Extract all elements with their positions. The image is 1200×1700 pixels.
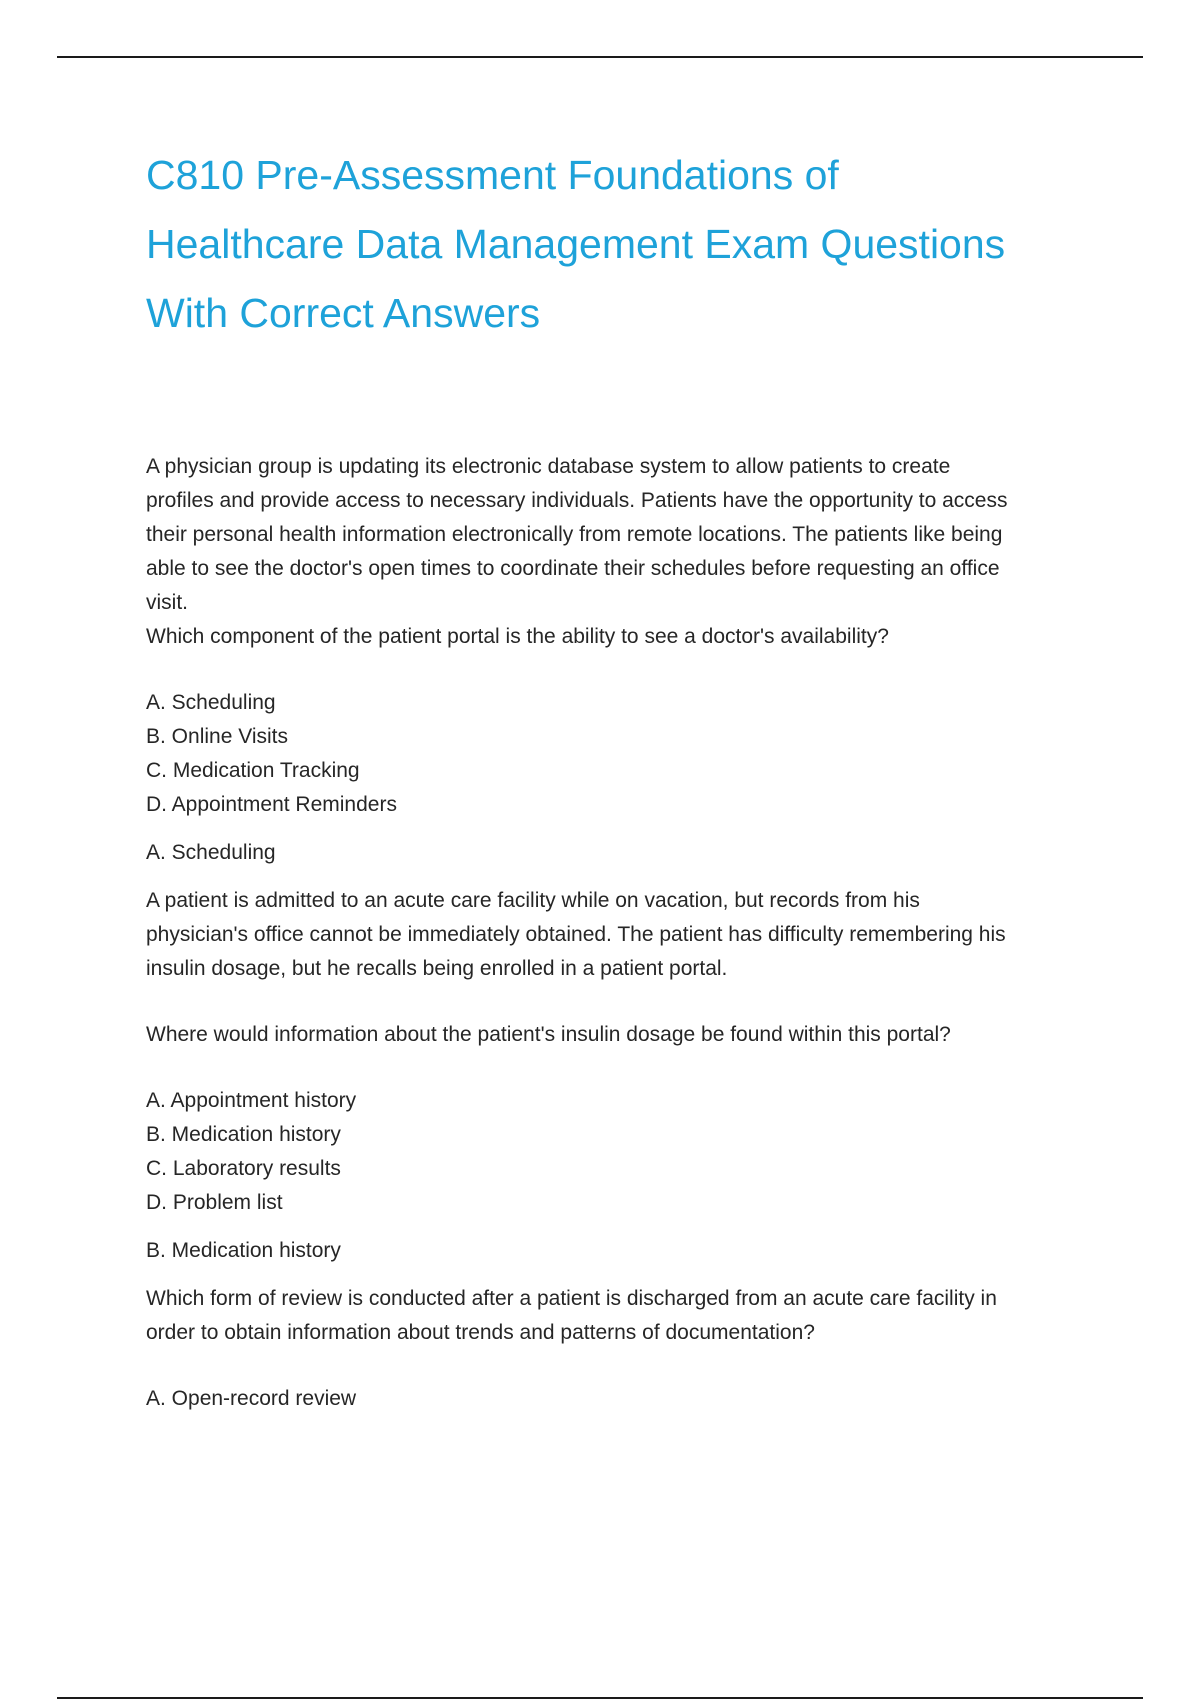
title-line: C810 Pre-Assessment Foundations of (146, 152, 839, 198)
question-line: profiles and provide access to necessary individuals. Patients have the opportunity to access (146, 489, 1008, 512)
question-line: order to obtain information about trends and patterns of documentation? (146, 1321, 815, 1344)
title-line: Healthcare Data Management Exam Questions (146, 221, 1006, 267)
question-2-text (146, 884, 1086, 986)
question-line: Which form of review is conducted after a patient is discharged from an acute care facility in (146, 1287, 997, 1310)
answer-option: C. Laboratory results (146, 1157, 341, 1180)
document-body (146, 450, 1086, 1416)
question-2-followup: Where would information about the patient's insulin dosage be found within this portal? (146, 1023, 951, 1046)
title-line: With Correct Answers (146, 290, 541, 336)
question-1-text (146, 450, 1086, 654)
question-line: physician's office cannot be immediately obtained. The patient has difficulty remembering his (146, 923, 1006, 946)
answer-option: A. Appointment history (146, 1089, 357, 1112)
question-2-answer: B. Medication history (146, 1239, 341, 1262)
question-line: A patient is admitted to an acute care facility while on vacation, but records from his (146, 889, 920, 912)
question-line: A physician group is updating its electronic database system to allow patients to create (146, 455, 951, 478)
header-rule (57, 56, 1143, 58)
answer-option: D. Problem list (146, 1191, 283, 1214)
footer-rule (57, 1697, 1143, 1699)
question-2-options (146, 1084, 1086, 1220)
answer-option: A. Open-record review (146, 1387, 357, 1410)
question-3-options (146, 1382, 1086, 1416)
question-line: their personal health information electronically from remote locations. The patients like being (146, 523, 1003, 546)
answer-option: A. Scheduling (146, 691, 276, 714)
answer-option: C. Medication Tracking (146, 759, 360, 782)
answer-option: B. Medication history (146, 1123, 341, 1146)
question-line: able to see the doctor's open times to coordinate their schedules before requesting an office (146, 557, 1000, 580)
question-line: insulin dosage, but he recalls being enrolled in a patient portal. (146, 957, 728, 980)
answer-option: D. Appointment Reminders (146, 793, 397, 816)
question-1-options (146, 686, 1086, 822)
question-3-text (146, 1282, 1086, 1350)
answer-option: B. Online Visits (146, 725, 289, 748)
document-title (146, 141, 1106, 348)
question-line: visit. (146, 591, 188, 614)
question-line: Which component of the patient portal is the ability to see a doctor's availability? (146, 625, 889, 648)
question-1-answer: A. Scheduling (146, 841, 276, 864)
